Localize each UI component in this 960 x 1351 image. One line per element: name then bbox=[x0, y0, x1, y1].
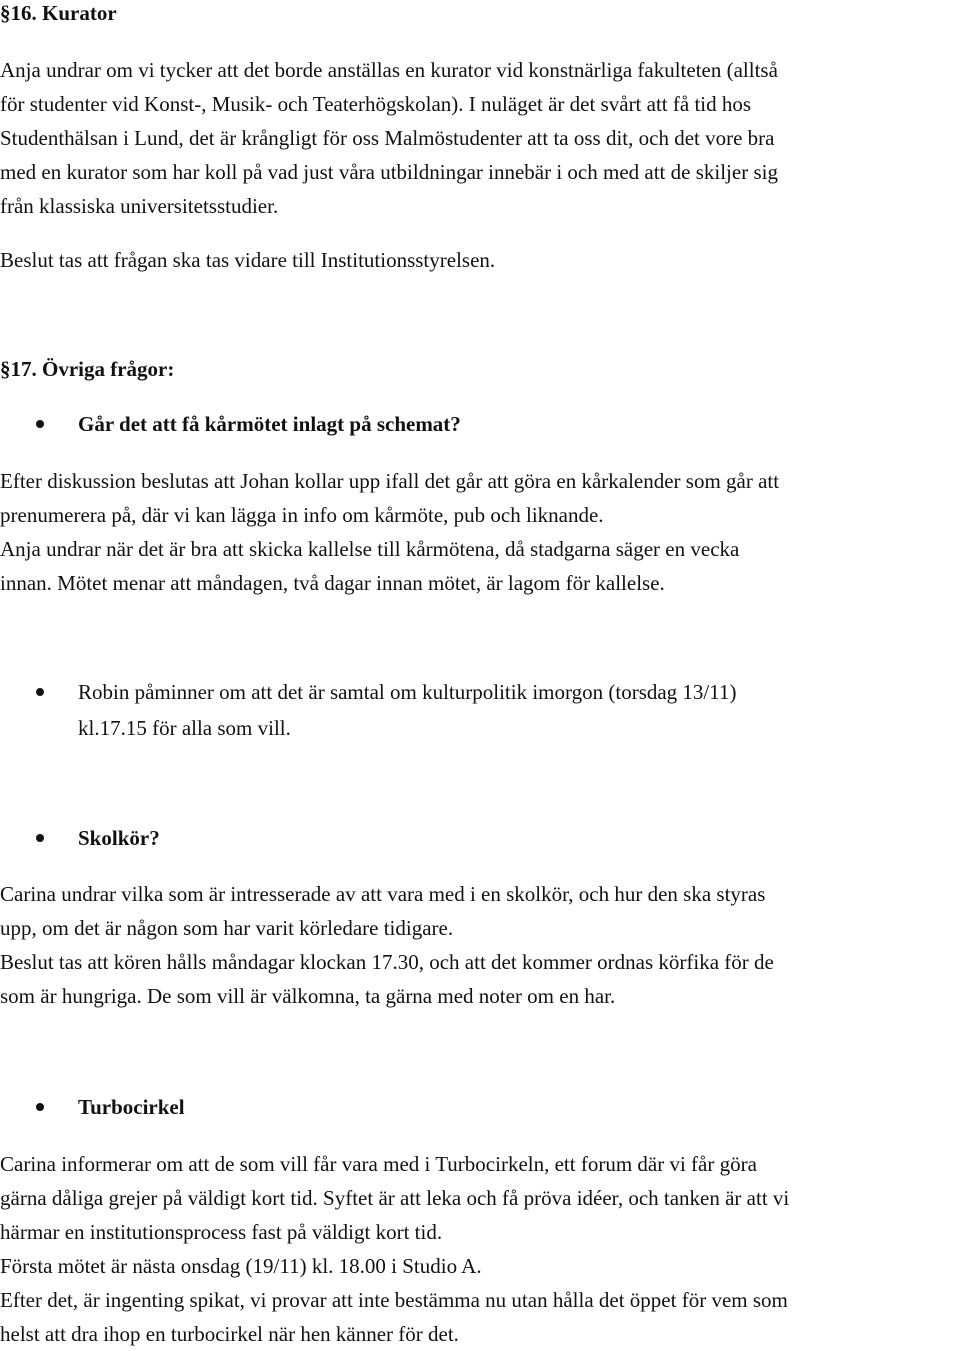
section-16-heading: §16. Kurator bbox=[0, 1, 117, 25]
bullet-icon bbox=[36, 688, 44, 696]
decision-line: Beslut tas att frågan ska tas vidare till Institutionsstyrelsen. bbox=[0, 248, 496, 272]
section-16-decision bbox=[0, 243, 960, 277]
paragraph-line: från klassiska universitetsstudier. bbox=[0, 194, 279, 218]
bullet-icon bbox=[36, 420, 44, 428]
paragraph-line: prenumerera på, där vi kan lägga in info om kårmöte, pub och liknande. bbox=[0, 503, 604, 527]
paragraph-line: Efter det, är ingenting spikat, vi provar att inte bestämma nu utan hålla det öppet för vem som bbox=[0, 1288, 788, 1312]
paragraph-line: gärna dåliga grejer på väldigt kort tid. Syftet är att leka och få pröva idéer, och tanken är att vi bbox=[0, 1186, 790, 1210]
paragraph-line: Första mötet är nästa onsdag (19/11) kl. 18.00 i Studio A. bbox=[0, 1254, 482, 1278]
bullet-item-title: Turbocirkel bbox=[78, 1095, 185, 1119]
bullet-3-paragraph bbox=[0, 877, 960, 1013]
section-16 bbox=[0, 0, 960, 30]
paragraph-line: Carina informerar om att de som vill får vara med i Turbocirkeln, ett forum där vi får göra bbox=[0, 1152, 757, 1176]
bullet-item-line: Robin påminner om att det är samtal om kulturpolitik imorgon (torsdag 13/11) bbox=[78, 680, 737, 704]
paragraph-line: Carina undrar vilka som är intresserade av att vara med i en skolkör, och hur den ska styras bbox=[0, 882, 766, 906]
bullet-item-line: kl.17.15 för alla som vill. bbox=[78, 716, 291, 740]
bullet-item-title: Skolkör? bbox=[78, 826, 160, 850]
bullet-item-title: Går det att få kårmötet inlagt på schemat? bbox=[78, 412, 461, 436]
paragraph-line: Anja undrar om vi tycker att det borde anställas en kurator vid konstnärliga fakulteten (alltså bbox=[0, 58, 778, 82]
paragraph-line: Anja undrar när det är bra att skicka kallelse till kårmötena, då stadgarna säger en vecka bbox=[0, 537, 740, 561]
bullet-icon bbox=[36, 834, 44, 842]
bullet-1-paragraph bbox=[0, 464, 960, 600]
paragraph-line: Beslut tas att kören hålls måndagar klockan 17.30, och att det kommer ordnas körfika för de bbox=[0, 950, 774, 974]
section-17-heading: §17. Övriga frågor: bbox=[0, 357, 175, 381]
paragraph-line: Studenthälsan i Lund, det är krångligt för oss Malmöstudenter att ta oss dit, och det vore bra bbox=[0, 126, 775, 150]
paragraph-line: innan. Mötet menar att måndagen, två dagar innan mötet, är lagom för kallelse. bbox=[0, 571, 665, 595]
bullet-4-paragraph bbox=[0, 1147, 960, 1351]
paragraph-line: upp, om det är någon som har varit körledare tidigare. bbox=[0, 916, 454, 940]
section-16-paragraph bbox=[0, 53, 960, 223]
paragraph-line: Efter diskussion beslutas att Johan kollar upp ifall det går att göra en kårkalender som går att bbox=[0, 469, 780, 493]
paragraph-line: härmar en institutionsprocess fast på väldigt kort tid. bbox=[0, 1220, 443, 1244]
paragraph-line: helst att dra ihop en turbocirkel när hen känner för det. bbox=[0, 1322, 459, 1346]
bullet-icon bbox=[36, 1103, 44, 1111]
paragraph-line: för studenter vid Konst-, Musik- och Teaterhögskolan). I nuläget är det svårt att få tid hos bbox=[0, 92, 752, 116]
paragraph-line: med en kurator som har koll på vad just våra utbildningar innebär i och med att de skiljer sig bbox=[0, 160, 778, 184]
paragraph-line: som är hungriga. De som vill är välkomna, ta gärna med noter om en har. bbox=[0, 984, 616, 1008]
section-17 bbox=[0, 352, 960, 386]
